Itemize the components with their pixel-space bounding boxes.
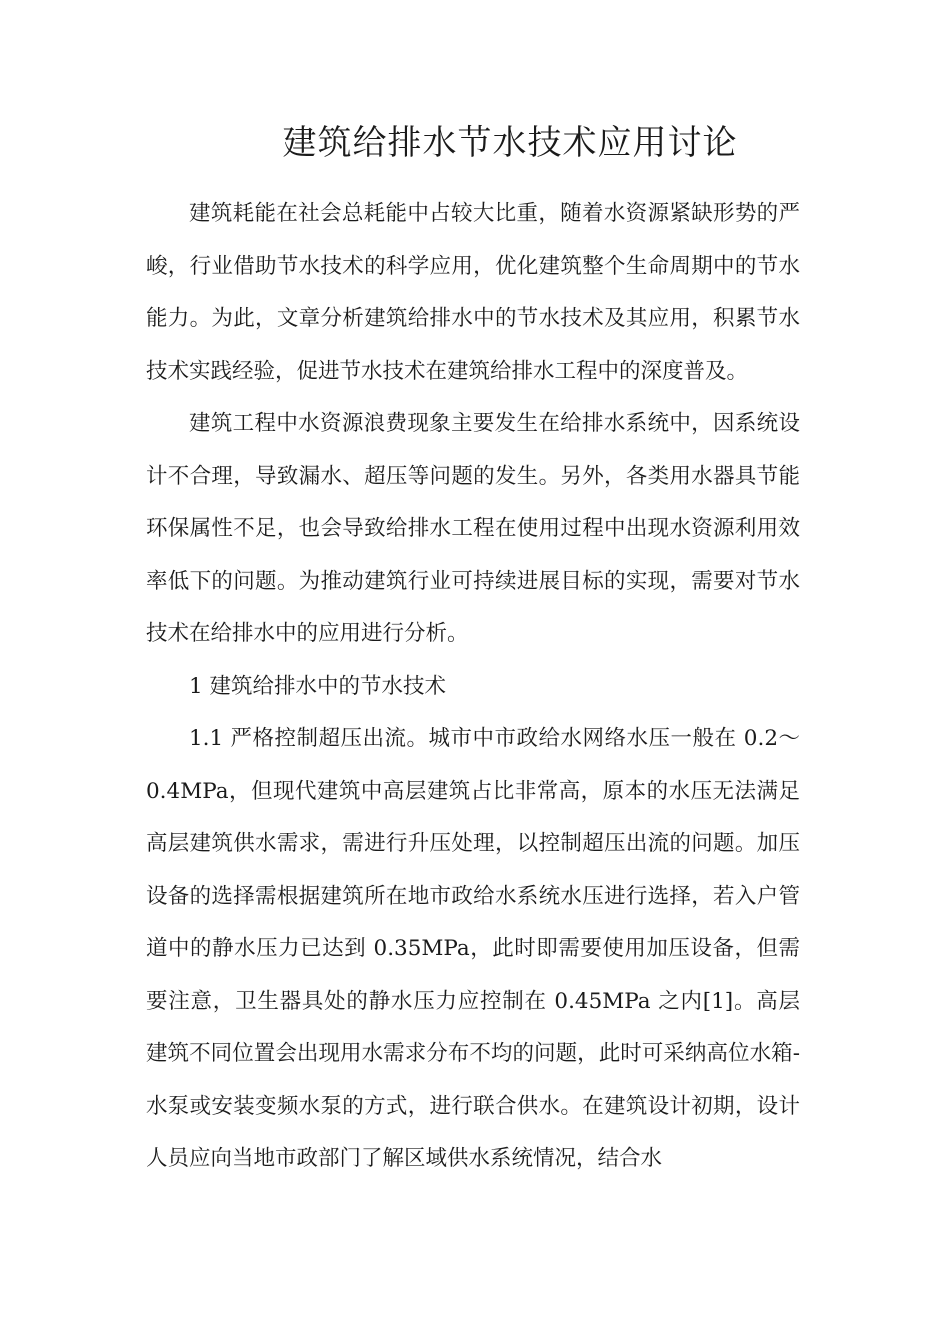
document-title: 建筑给排水节水技术应用讨论: [282, 123, 738, 163]
paragraph-background: 建筑工程中水资源浪费现象主要发生在给排水系统中，因系统设计不合理，导致漏水、超压等问题的发生。另外，各类用水器具节能环保属性不足，也会导致给排水工程在使用过程中出现水资源利用效率低下的问题。为推动建筑行业可持续进展目标的实现，需要对节水技术在给排水中的应用进行分析。: [146, 411, 800, 646]
paragraph-intro: 建筑耗能在社会总耗能中占较大比重，随着水资源紧缺形势的严峻，行业借助节水技术的科学应用，优化建筑整个生命周期中的节水能力。为此，文章分析建筑给排水中的节水技术及其应用，积累节水技术实践经验，促进节水技术在建筑给排水工程中的深度普及。: [146, 201, 800, 384]
paragraph-section-1-1: 1.1 严格控制超压出流。城市中市政给水网络水压一般在 0.2～0.4MPa，但现代建筑中高层建筑占比非常高，原本的水压无法满足高层建筑供水需求，需进行升压处理，以控制超压出流的问题。加压设备的选择需根据建筑所在地市政给水系统水压进行选择，若入户管道中的静水压力已达到 0.35MPa，此时即需要使用加压设备，但需要注意，卫生器具处的静水压力应控制在 0.45MPa 之内[1]。高层建筑不同位置会出现用水需求分布不均的问题，此时可采纳高位水箱-水泵或安装变频水泵的方式，进行联合供水。在建筑设计初期，设计人员应向当地市政部门了解区域供水系统情况，结合水: [146, 726, 800, 1171]
section-heading: 1 建筑给排水中的节水技术: [189, 673, 447, 699]
document-body: [146, 188, 800, 1186]
